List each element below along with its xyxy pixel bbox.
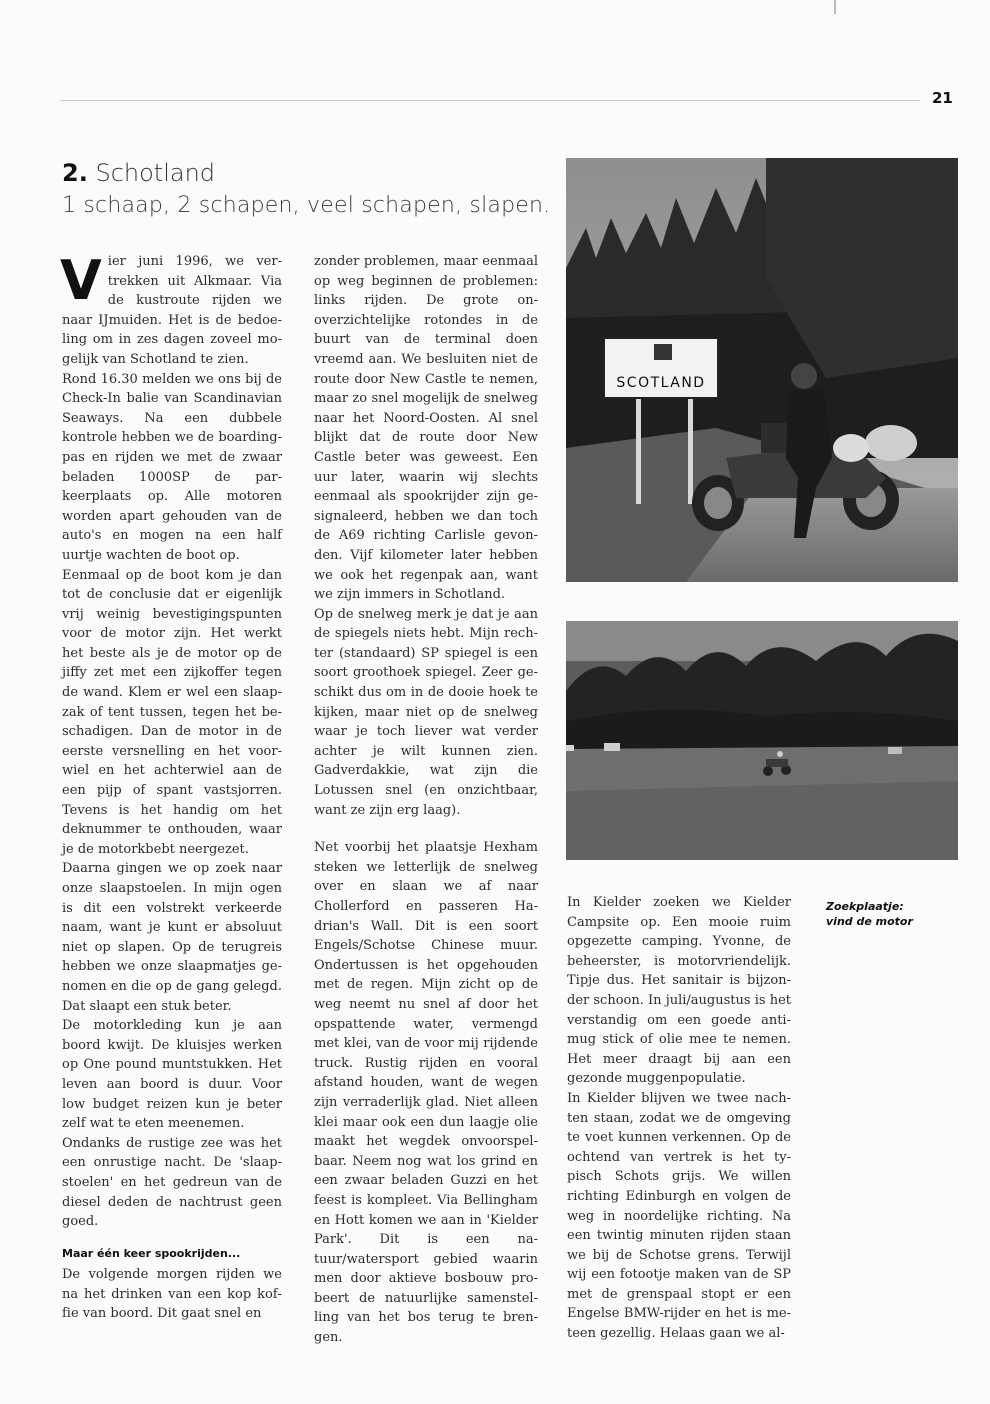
- article-subtitle: 1 schaap, 2 schapen, veel schapen, slapen.: [62, 193, 551, 218]
- paragraph: In Kielder zoeken we Kielder Campsite op. Een mooie ruim opgezette camping. Yvonne, de beheerster, is motorvriendelijk. Tipje dus. Het sanitair is bijzonder schoon. In juli/augustus is het verstandig om een goede anti-mug stick of olie mee te nemen. Het meer draagt bij aan een gezonde muggenpopulatie.: [567, 895, 791, 1087]
- article-title: [62, 156, 552, 222]
- paragraph: Net voorbij het plaatsje Hexham steken we letterlijk de snelweg over en slaan we af naar Chollerford en passeren Hadrian's Wall. Dit is een soort Engels/Schotse Chinese muur. Ondertussen is het opgehouden met de regen. Mijn zicht op de weg neemt nu snel af door het opspattende water, vermengd met klei, van de voor mij rijdende truck. Rustig rijden en vooral afstand houden, want de wegen zijn verraderlijk glad. Niet alleen klei maar ook een dun laagje olie maakt het wegdek onvoorspelbaar. Neem nog wat los grind en een zwaar beladen Guzzi en het feest is kompleet. Via Bellingham en Hott komen we aan in 'Kielder Park'. Dit is een natuur/watersport gebied waarin men door aktieve bosbouw probeert de natuurlijke samenstelling van het bos terug te brengen.: [314, 840, 538, 1346]
- paragraph: [60, 249, 282, 370]
- text-column-2: [314, 252, 538, 1348]
- paragraph: Rond 16.30 melden we ons bij de Check-In balie van Scandinavian Seaways. Na een dubbele kontrole hebben we de boarding-pas en rijden we met de zwaar beladen 1000SP de parkeerplaats op. Alle motoren worden apart gehouden van de auto's en mogen na een half uurtje wachten de boot op.: [62, 371, 282, 563]
- text-column-3: [567, 893, 791, 1344]
- paragraph: Eenmaal op de boot kom je dan tot de conclusie dat er eigenlijk vrij weinig bevestigingspunten voor de motor zijn. Het werkt het beste als je de motor op de jiffy zet met een zijkoffer tegen de wand. Klem er wel een slaapzak of tent tussen, tegen het beschadigen. Dan de motor in de eerste versnelling en het voorwiel en het achterwiel aan de een pijp of spant vastsjorren. Tevens is het handig om het deknummer te onthouden, waar je de motorkbebt neergezet.: [62, 567, 282, 857]
- sign-label: SCOTLAND: [616, 375, 706, 391]
- chapter-heading: [62, 156, 552, 190]
- header-rule: [60, 100, 920, 101]
- paragraph: zonder problemen, maar eenmaal op weg beginnen de problemen: links rijden. De grote onoverzichtelijke rotondes in de buurt van de terminal doen vreemd aan. We besluiten niet de route door New Castle te nemen, maar zo snel mogelijk de snelweg naar het Noord-Oosten. Al snel blijkt dat de route door New Castle beter was geweest. Een uur later, waarin wij slechts eenmaal als spookrijder zijn gesignaleerd, hebben we dan toch de A69 richting Carlisle gevonden. Vijf kilometer later hebben we ook het regenpak aan, want we zijn immers in Schotland.: [314, 254, 538, 603]
- caption-text: vind de motor: [826, 915, 913, 928]
- drop-cap: V: [60, 249, 102, 312]
- chapter-number: 2.: [62, 159, 88, 187]
- section-subheading: Maar één keer spookrijden...: [62, 1246, 241, 1260]
- chapter-name: Schotland: [95, 159, 216, 187]
- paragraph: In Kielder blijven we twee nachten staan, zodat we de omgeving te voet kunnen verkennen. Op de ochtend van vertrek is het typisch Schots grijs. We willen richting Edinburgh en volgen de weg in noordelijke richting. Na een twintig minuten rijden staan we bij de Schotse grens. Terwijl wij een fotootje maken van de SP met de grenspaal stopt er een Engelse BMW-rijder en het is meteen gezellig. Helaas gaan we al-: [567, 1090, 791, 1342]
- scotland-border-illustration: [566, 158, 958, 582]
- paragraph: Op de snelweg merk je dat je aan de spiegels niets hebt. Mijn rechter (standaard) SP spiegel is een soort groothoek spiegel. Zeer geschikt dus om in de dooie hoek te kijken, maar niet op de snelweg waar je toch liever wat verder achter je wilt kunnen zien. Gadverdakkie, wat zijn die Lotussen snel (en onzichtbaar, want ze zijn erg laag).: [314, 606, 538, 818]
- paragraph: Ondanks de rustige zee was het een onrustige nacht. De 'slaapstoelen' en het gedreun van de diesel deden de nachtrust geen goed.: [62, 1135, 282, 1230]
- page-number: 21: [932, 89, 953, 107]
- scotland-border-photo: [566, 158, 958, 582]
- paragraph-text: ier juni 1996, we vertrekken uit Alkmaar. Via de kustroute rijden we naar IJmuiden. Het is de bedoeling om in zes dagen zoveel mogelijk van Schotland te zien.: [62, 254, 282, 367]
- text-column-1: [60, 249, 282, 1324]
- campsite-illustration: [566, 621, 958, 860]
- photo-caption: [826, 899, 936, 929]
- kielder-campsite-photo: [566, 621, 958, 860]
- top-crop-mark: [834, 0, 836, 14]
- paragraph: Daarna gingen we op zoek naar onze slaapstoelen. In mijn ogen is dit een volstrekt verkeerde naam, want je kunt er absoluut niet op slapen. Op de terugreis hebben we onze slaapmatjes genomen en die op de gang gelegd. Dat slaapt een stuk beter.: [62, 861, 282, 1014]
- paragraph: De motorkleding kun je aan boord kwijt. De kluisjes werken op One pound muntstukken. Het leven aan boord is duur. Voor low budget reizen kun je beter zelf wat te eten meenemen.: [62, 1018, 282, 1132]
- paragraph: De volgende morgen rijden we na het drinken van een kop koffie van boord. Dit gaat snel en: [62, 1267, 282, 1322]
- caption-title: Zoekplaatje:: [826, 900, 904, 913]
